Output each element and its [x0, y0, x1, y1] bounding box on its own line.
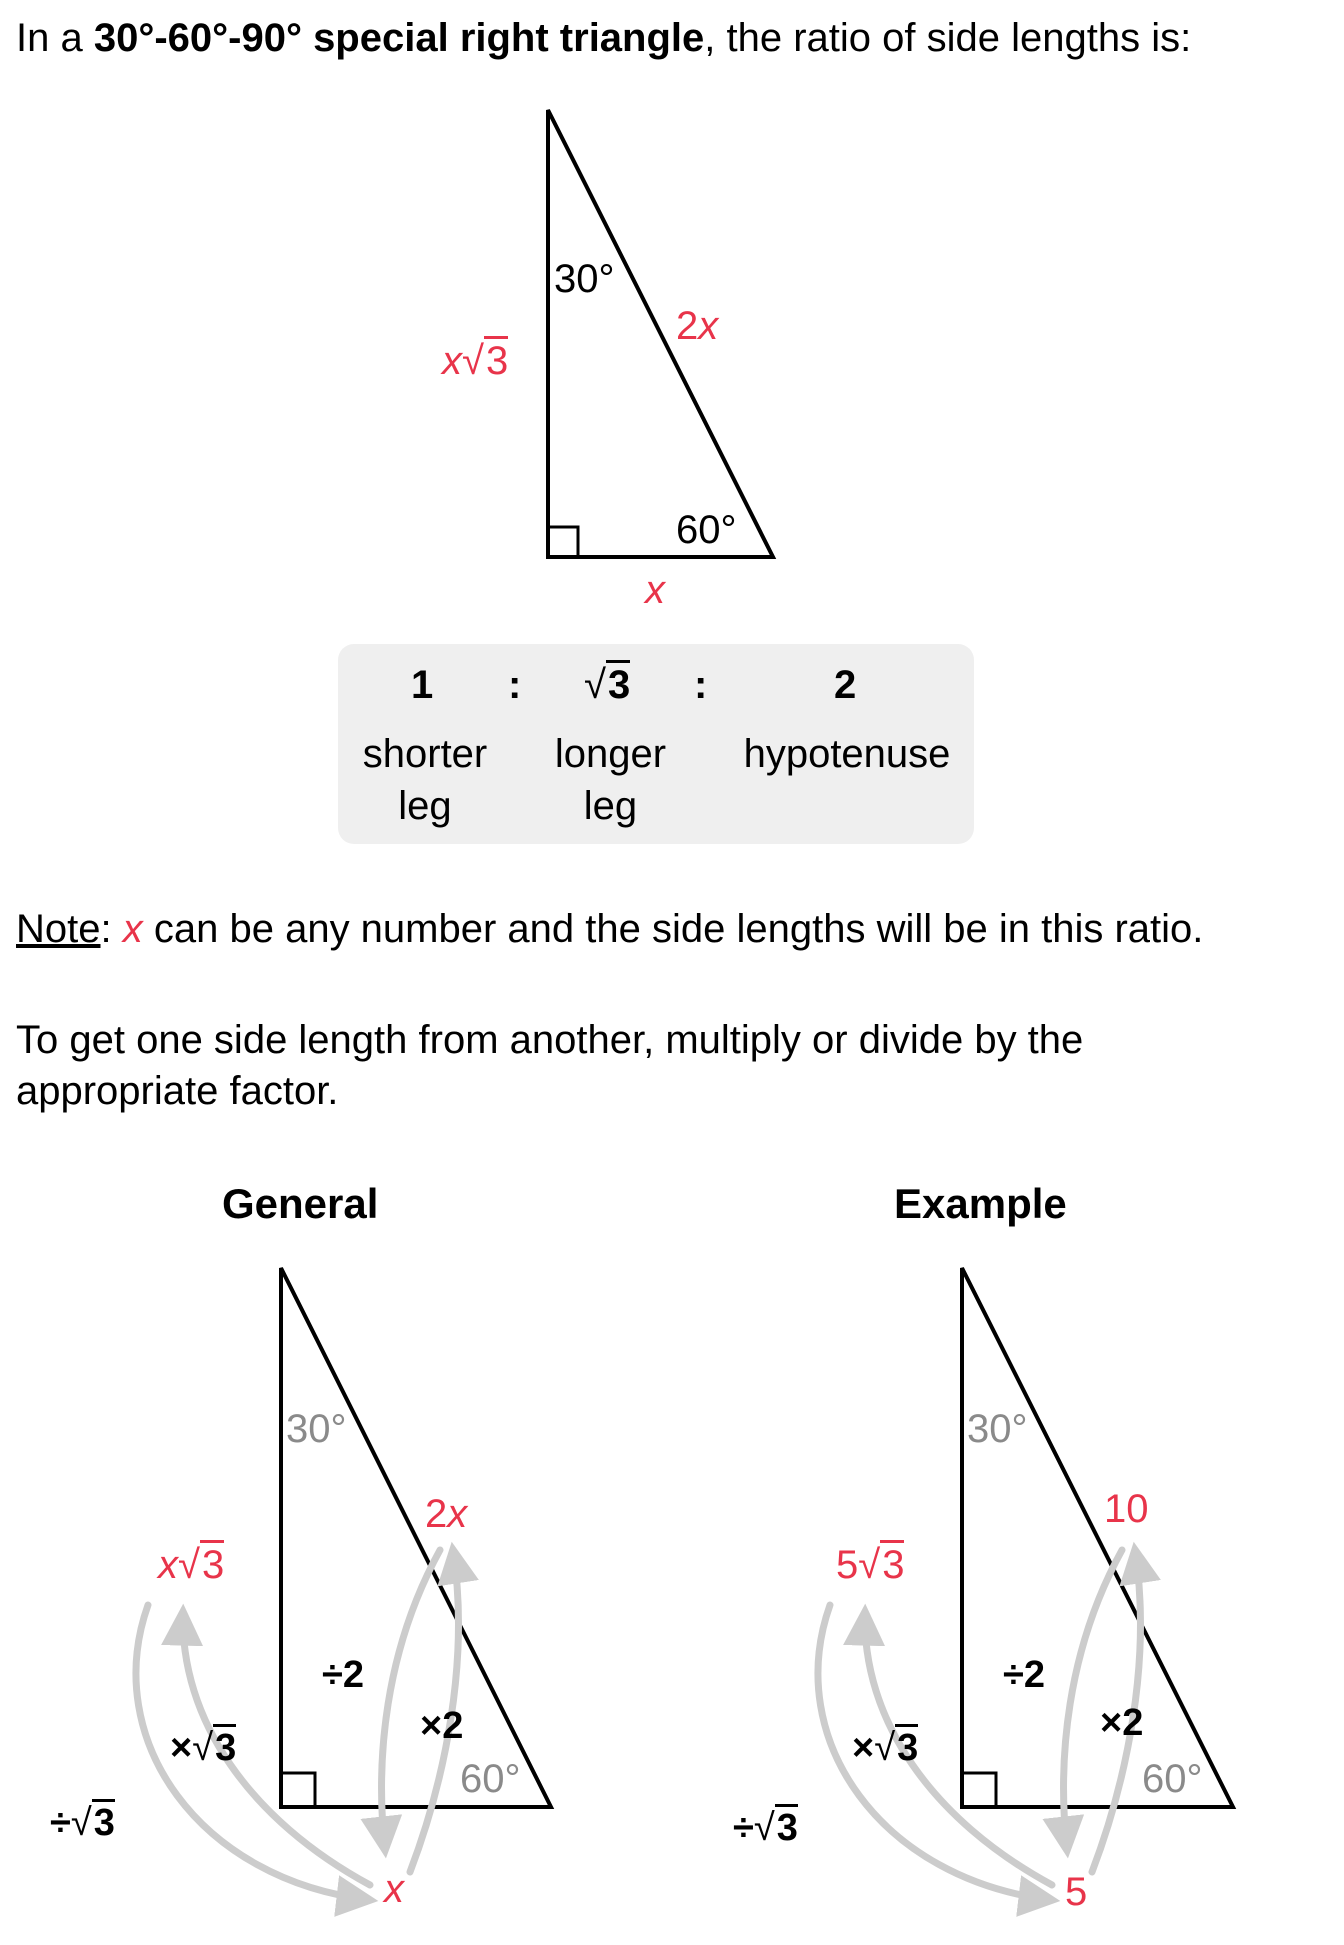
- general-right-angle-mark: [281, 1773, 315, 1807]
- general-op-mul-sqrt3: [170, 1725, 236, 1771]
- example-angle-30: 30°: [967, 1407, 1028, 1451]
- general-hyp-coef: 2: [425, 1492, 448, 1536]
- general-op-mul2: ×2: [420, 1705, 464, 1747]
- note-text: [16, 905, 1203, 954]
- sqrt-symbol: √: [192, 1727, 214, 1769]
- ratio-label-hypotenuse: hypotenuse: [743, 732, 951, 776]
- general-hyp-label: [425, 1490, 467, 1539]
- general-short-leg-label: x: [384, 1867, 404, 1911]
- general-heading: General: [222, 1180, 379, 1227]
- main-long-leg-var: x: [442, 339, 462, 383]
- example-op-div-sqrt3: [733, 1805, 798, 1851]
- main-long-leg-label: [442, 337, 508, 386]
- instruction-line-1: To get one side length from another, multiply or divide by the: [16, 1018, 1084, 1062]
- sqrt-symbol: √: [874, 1727, 896, 1769]
- example-op-mul-sqrt3: [852, 1725, 918, 1771]
- ratio-value-3: 2: [834, 663, 857, 707]
- example-hyp-label: 10: [1104, 1487, 1149, 1531]
- example-angle-60: 60°: [1142, 1757, 1203, 1801]
- example-op-mul-sqrt3-sign: ×: [852, 1727, 875, 1769]
- example-long-leg-label: [836, 1541, 904, 1590]
- intro-bold: 30°-60°-90° special right triangle: [93, 16, 705, 60]
- intro-suffix: , the ratio of side lengths is:: [704, 16, 1192, 60]
- main-hyp-coef: 2: [676, 304, 699, 348]
- note-var: x: [122, 907, 143, 951]
- general-triangle: [281, 1268, 551, 1807]
- example-op-mul2: ×2: [1100, 1702, 1144, 1744]
- ratio-label-longer-leg: longer leg: [554, 732, 667, 828]
- ratio-sep-1: :: [508, 663, 522, 707]
- main-long-leg-radical: 3: [484, 336, 508, 383]
- intro-prefix: In a: [16, 16, 94, 60]
- note-colon: :: [100, 907, 112, 951]
- general-op-mul-sqrt3-sign: ×: [170, 1727, 193, 1769]
- example-op-div-sqrt3-sign: ÷: [733, 1807, 754, 1849]
- general-hyp-var: x: [447, 1492, 468, 1536]
- ratio-sep-2: :: [694, 663, 708, 707]
- example-triangle: [962, 1268, 1233, 1807]
- main-angle-30: 30°: [554, 257, 615, 301]
- ratio-label-shorter-leg: shorter leg: [362, 732, 488, 828]
- example-right-angle-mark: [962, 1773, 996, 1807]
- general-op-div2: ÷2: [322, 1654, 364, 1696]
- example-op-div2: ÷2: [1003, 1654, 1045, 1696]
- main-hyp-label: [676, 302, 718, 351]
- sqrt-symbol: √: [753, 1807, 775, 1849]
- main-right-angle-mark: [548, 527, 578, 557]
- sqrt-symbol: √: [70, 1802, 92, 1844]
- example-long-radical: 3: [880, 1540, 904, 1587]
- example-op-div-sqrt3-radical: 3: [775, 1804, 798, 1849]
- sqrt-symbol: √: [584, 663, 606, 707]
- general-op-div-sqrt3-sign: ÷: [50, 1802, 71, 1844]
- ratio-value-1: 1: [411, 663, 434, 707]
- general-long-radical: 3: [200, 1540, 224, 1587]
- main-short-leg-label: x: [645, 568, 665, 612]
- ratio-value-2-radical: 3: [606, 660, 630, 707]
- main-triangle: [548, 110, 773, 557]
- general-long-leg-label: [158, 1541, 224, 1590]
- sqrt-symbol: √: [462, 339, 484, 383]
- main-hyp-var: x: [698, 304, 719, 348]
- example-short-leg-label: 5: [1065, 1870, 1088, 1914]
- example-heading: Example: [894, 1180, 1067, 1227]
- general-op-div-sqrt3: [50, 1800, 115, 1846]
- sqrt-symbol: √: [858, 1543, 881, 1587]
- ratio-value-2: [584, 661, 630, 710]
- note-body: can be any number and the side lengths will be in this ratio.: [142, 907, 1204, 951]
- note-label: Note: [16, 907, 101, 951]
- general-angle-30: 30°: [286, 1407, 347, 1451]
- example-long-coef: 5: [836, 1543, 859, 1587]
- general-op-mul-sqrt3-radical: 3: [213, 1724, 236, 1769]
- instruction-line-2: appropriate factor.: [16, 1069, 339, 1113]
- general-angle-60: 60°: [460, 1757, 521, 1801]
- example-op-mul-sqrt3-radical: 3: [895, 1724, 918, 1769]
- main-angle-60: 60°: [676, 508, 737, 552]
- general-long-var: x: [158, 1543, 178, 1587]
- general-op-div-sqrt3-radical: 3: [92, 1799, 115, 1844]
- sqrt-symbol: √: [178, 1543, 200, 1587]
